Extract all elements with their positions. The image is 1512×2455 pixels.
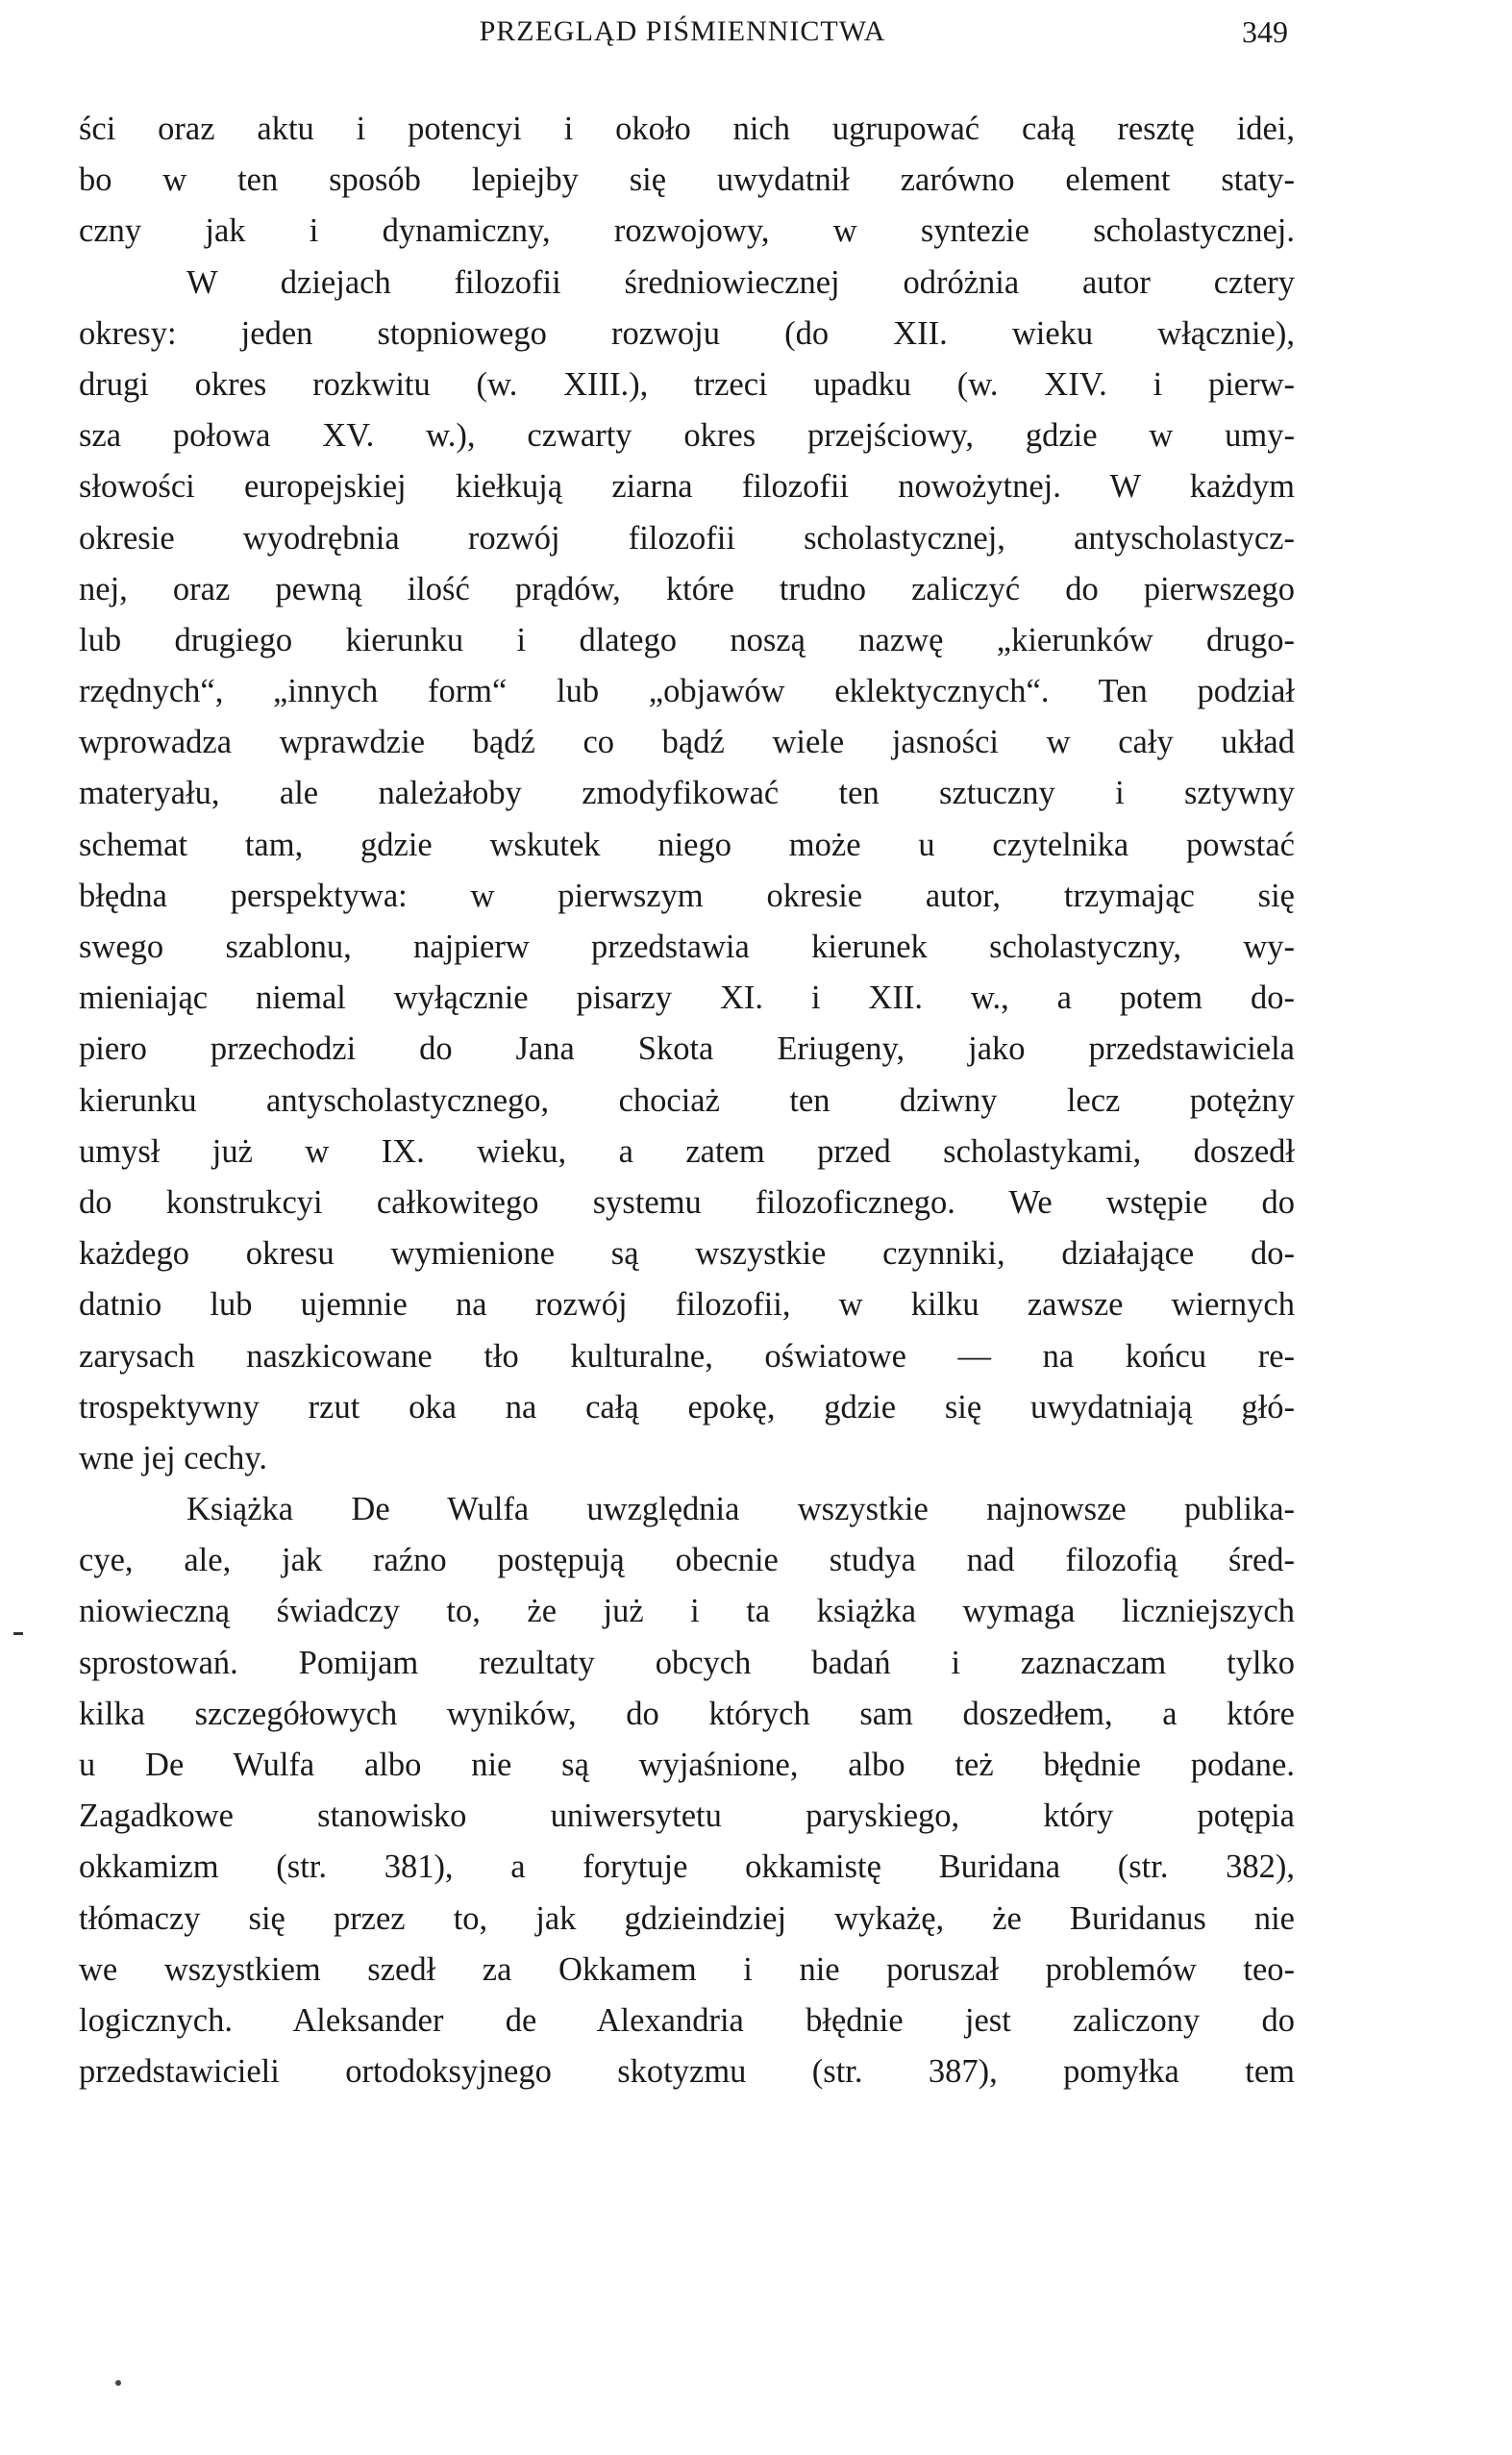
text-line: czny jak i dynamiczny, rozwojowy, w syntezie scholastycznej. xyxy=(79,212,1295,250)
text-line: okresie wyodrębnia rozwój filozofii scholastycznej, antyscholastycz- xyxy=(79,519,1295,557)
text-line: datnio lub ujemnie na rozwój filozofii, w kilku zawsze wiernych xyxy=(79,1286,1295,1324)
text-line: umysł już w IX. wieku, a zatem przed scholastykami, doszedł xyxy=(79,1132,1295,1170)
text-line: tłómaczy się przez to, jak gdzieindziej wykażę, że Buridanus nie xyxy=(79,1899,1295,1937)
text-line: piero przechodzi do Jana Skota Eriugeny, jako przedstawiciela xyxy=(79,1030,1295,1068)
running-header xyxy=(77,8,1288,56)
text-line: sprostowań. Pomijam rezultaty obcych badań i zaznaczam tylko xyxy=(79,1644,1295,1681)
text-line: drugi okres rozkwitu (w. XIII.), trzeci upadku (w. XIV. i pierw- xyxy=(79,365,1295,403)
text-line: błędna perspektywa: w pierwszym okresie autor, trzymając się xyxy=(79,877,1295,914)
text-line: każdego okresu wymienione są wszystkie czynniki, działające do- xyxy=(79,1235,1295,1273)
text-line: kilka szczegółowych wyników, do których sam doszedłem, a które xyxy=(79,1695,1295,1732)
text-line: okresy: jeden stopniowego rozwoju (do XII. wieku włącznie), xyxy=(79,314,1295,352)
text-line: nej, oraz pewną ilość prądów, które trudno zaliczyć do pierwszego xyxy=(79,570,1295,608)
text-line: schemat tam, gdzie wskutek niego może u czytelnika powstać xyxy=(79,826,1295,863)
text-line: okkamizm (str. 381), a forytuje okkamistę Buridana (str. 382), xyxy=(79,1848,1295,1886)
text-line: zarysach naszkicowane tło kulturalne, oświatowe — na końcu re- xyxy=(79,1337,1295,1375)
text-line: mieniając niemal wyłącznie pisarzy XI. i XII. w., a potem do- xyxy=(79,980,1295,1017)
text-line: rzędnych“, „innych form“ lub „objawów eklektycznych“. Ten podział xyxy=(79,673,1295,710)
text-line: wprowadza wprawdzie bądź co bądź wiele jasności w cały układ xyxy=(79,724,1295,761)
text-line: W dziejach filozofii średniowiecznej odróżnia autor cztery xyxy=(186,263,1295,301)
text-line: słowości europejskiej kiełkują ziarna filozofii nowożytnej. W każdym xyxy=(79,468,1295,506)
text-line: do konstrukcyi całkowitego systemu filozoficznego. We wstępie do xyxy=(79,1183,1295,1221)
text-line: ści oraz aktu i potencyi i około nich ugrupować całą resztę idei, xyxy=(79,111,1295,147)
text-line: wne jej cechy. xyxy=(79,1439,268,1476)
text-line: lub drugiego kierunku i dlatego noszą nazwę „kierunków drugo- xyxy=(79,621,1295,658)
margin-mark xyxy=(13,1632,23,1635)
text-line: logicznych. Aleksander de Alexandria błędnie jest zaliczony do xyxy=(79,2001,1295,2039)
stray-dot xyxy=(115,2380,121,2386)
text-line: niowieczną świadczy to, że już i ta książka wymaga liczniejszych xyxy=(79,1593,1295,1630)
text-line: Książka De Wulfa uwzględnia wszystkie najnowsze publika- xyxy=(186,1491,1295,1528)
text-line: bo w ten sposób lepiejby się uwydatnił zarówno element staty- xyxy=(79,161,1295,199)
page-number: 349 xyxy=(1242,14,1288,49)
text-line: materyału, ale należałoby zmodyfikować ten sztuczny i sztywny xyxy=(79,775,1295,812)
text-line: we wszystkiem szedł za Okkamem i nie poruszał problemów teo- xyxy=(79,1950,1295,1988)
text-line: u De Wulfa albo nie są wyjaśnione, albo też błędnie podane. xyxy=(79,1747,1295,1783)
text-line: cye, ale, jak raźno postępują obecnie studya nad filozofią śred- xyxy=(79,1542,1295,1579)
running-title: PRZEGLĄD PIŚMIENNICTWA xyxy=(479,15,886,47)
text-line: Zagadkowe stanowisko uniwersytetu paryskiego, który potępia xyxy=(79,1798,1295,1835)
text-line: sza połowa XV. w.), czwarty okres przejściowy, gdzie w umy- xyxy=(79,417,1295,455)
text-line: kierunku antyscholastycznego, chociaż ten dziwny lecz potężny xyxy=(79,1081,1295,1119)
text-line: przedstawicieli ortodoksyjnego skotyzmu (str. 387), pomyłka tem xyxy=(79,2053,1295,2091)
text-body xyxy=(79,104,1295,2097)
text-line: trospektywny rzut oka na całą epokę, gdzie się uwydatniają głó- xyxy=(79,1388,1295,1426)
text-line: swego szablonu, najpierw przedstawia kierunek scholastyczny, wy- xyxy=(79,929,1295,965)
